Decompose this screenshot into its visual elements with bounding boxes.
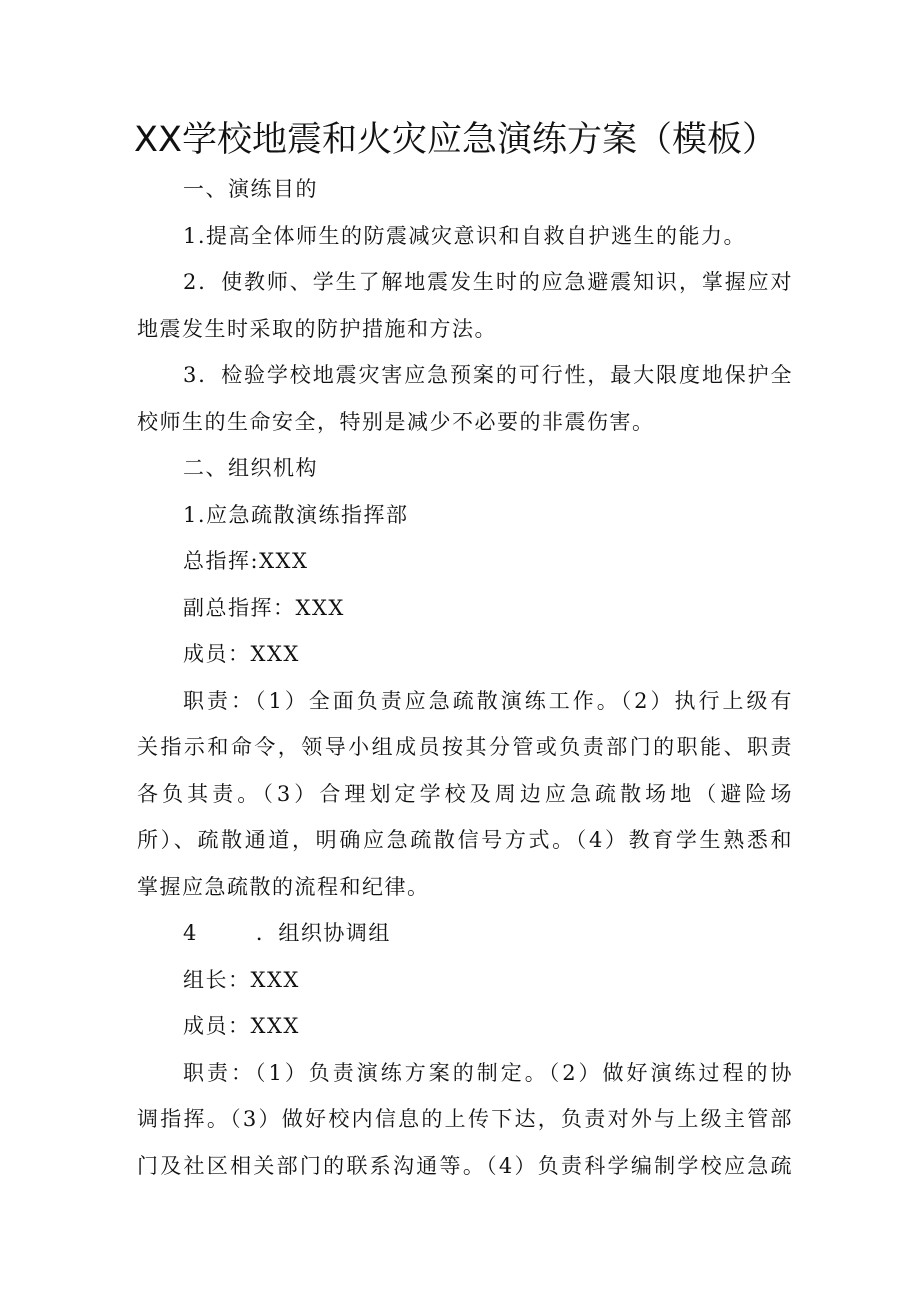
section-heading-organization: 二、组织机构: [183, 456, 318, 480]
paragraph-line: 掌握应急疏散的流程和纪律。: [137, 874, 430, 899]
paragraph-line: 关指示和命令，领导小组成员按其分管或负责部门的职能、职责: [137, 735, 793, 759]
document-title: XX学校地震和火灾应急演练方案（模板）: [134, 120, 777, 160]
paragraph-line: 各负其责。（3）合理划定学校及周边应急疏散场地（避险场: [137, 781, 793, 806]
subsection-heading: 1.应急疏散演练指挥部: [183, 502, 409, 527]
paragraph-line: 调指挥。（3）做好校内信息的上传下达，负责对外与上级主管部: [137, 1107, 793, 1131]
role-line: 总指挥:XXX: [183, 549, 309, 573]
role-line: 组长：XXX: [183, 967, 300, 992]
paragraph-line: 校师生的生命安全，特别是减少不必要的非震伤害。: [137, 409, 655, 434]
role-line: 成员：XXX: [183, 1014, 300, 1038]
paragraph-line: 1.提高全体师生的防震减灾意识和自救自护逃生的能力。: [183, 223, 747, 248]
paragraph-line: 职责：（1）全面负责应急疏散演练工作。（2）执行上级有: [183, 688, 793, 713]
role-line: 成员：XXX: [183, 642, 300, 666]
paragraph-line: 门及社区相关部门的联系沟通等。（4）负责科学编制学校应急疏: [137, 1153, 793, 1178]
paragraph-line: 地震发生时采取的防护措施和方法。: [137, 316, 497, 341]
paragraph-line: 3．检验学校地震灾害应急预案的可行性，最大限度地保护全: [183, 363, 793, 387]
paragraph-line: 职责：（1）负责演练方案的制定。（2）做好演练过程的协: [183, 1060, 793, 1085]
section-heading-purpose: 一、演练目的: [183, 177, 318, 201]
subsection-heading: [137, 910, 793, 957]
paragraph-line: 所）、疏散通道，明确应急疏散信号方式。（4）教育学生熟悉和: [137, 828, 793, 852]
subsection-number: 4: [183, 921, 198, 945]
role-line: 副总指挥：XXX: [183, 595, 345, 620]
paragraph-line: 2．使教师、学生了解地震发生时的应急避震知识，掌握应对: [183, 270, 793, 294]
document-body: [137, 166, 793, 1189]
subsection-title: ．组织协调组: [255, 921, 391, 945]
